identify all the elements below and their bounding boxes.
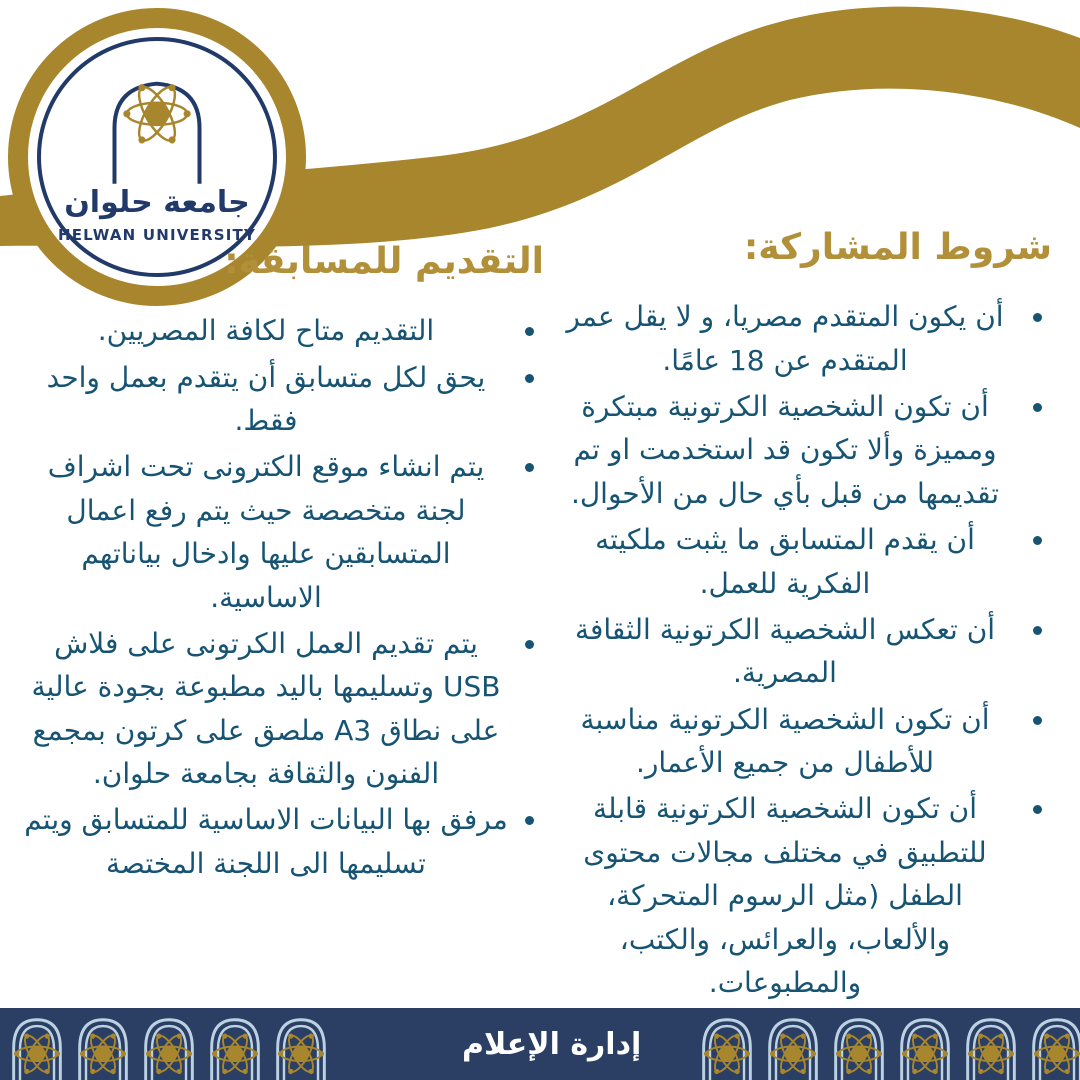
footer-motifs-right: [694, 1011, 1080, 1080]
list-item: • مرفق بها البيانات الاساسية للمتسابق ويتم تسليمها الى اللجنة المختصة: [22, 798, 510, 885]
atom-arch-icon: [4, 1011, 70, 1080]
application-section: [22, 240, 544, 888]
list-item: • أن تكون الشخصية الكرتونية مناسبة للأطفال من جميع الأعمار.: [552, 698, 1018, 785]
application-list: [22, 309, 544, 885]
atom-arch-icon: [95, 64, 219, 184]
atom-arch-icon: [202, 1011, 268, 1080]
logo-arabic-name: جامعة حلوان: [64, 185, 250, 220]
list-item: • أن تكون الشخصية الكرتونية مبتكرة ومميزة وألا تكون قد استخدمت او تم تقديمها من قبل بأي حال من الأحوال.: [552, 385, 1018, 515]
atom-arch-icon: [892, 1011, 958, 1080]
list-item: • أن تكون الشخصية الكرتونية قابلة للتطبيق في مختلف مجالات محتوى الطفل (مثل الرسوم المتحركة، والألعاب، والعرائس، والكتب، والمطبوعات.: [552, 787, 1018, 1004]
list-item: • يحق لكل متسابق أن يتقدم بعمل واحد فقط.: [22, 356, 510, 443]
footer-band: [0, 1008, 1080, 1080]
conditions-section: [552, 226, 1052, 1007]
application-title: التقديم للمسابقة:: [224, 241, 544, 282]
atom-arch-icon: [136, 1011, 202, 1080]
list-item: • أن يكون المتقدم مصريا، و لا يقل عمر المتقدم عن 18 عامًا.: [552, 295, 1018, 382]
footer-motifs-left: [4, 1011, 334, 1080]
list-item: • التقديم متاح لكافة المصريين.: [22, 309, 510, 352]
atom-arch-icon: [70, 1011, 136, 1080]
atom-arch-icon: [1024, 1011, 1080, 1080]
list-item: • يتم انشاء موقع الكترونى تحت اشراف لجنة متخصصة حيث يتم رفع اعمال المتسابقين عليها وادخال بياناتهم الاساسية.: [22, 445, 510, 619]
footer-label: إدارة الإعلام: [462, 1026, 642, 1062]
atom-arch-icon: [694, 1011, 760, 1080]
atom-arch-icon: [268, 1011, 334, 1080]
conditions-title: شروط المشاركة:: [743, 227, 1052, 268]
conditions-list: [552, 295, 1052, 1004]
atom-arch-icon: [760, 1011, 826, 1080]
logo-english-name: HELWAN UNIVERSITY: [57, 226, 257, 244]
list-item: • يتم تقديم العمل الكرتونى على فلاش USB وتسليمها باليد مطبوعة بجودة عالية على نطاق A3 ملصق على كرتون بمجمع الفنون والثقافة بجامعة حلوان.: [22, 622, 510, 796]
atom-arch-icon: [958, 1011, 1024, 1080]
atom-arch-icon: [826, 1011, 892, 1080]
list-item: • أن تعكس الشخصية الكرتونية الثقافة المصرية.: [552, 608, 1018, 695]
list-item: • أن يقدم المتسابق ما يثبت ملكيته الفكرية للعمل.: [552, 518, 1018, 605]
